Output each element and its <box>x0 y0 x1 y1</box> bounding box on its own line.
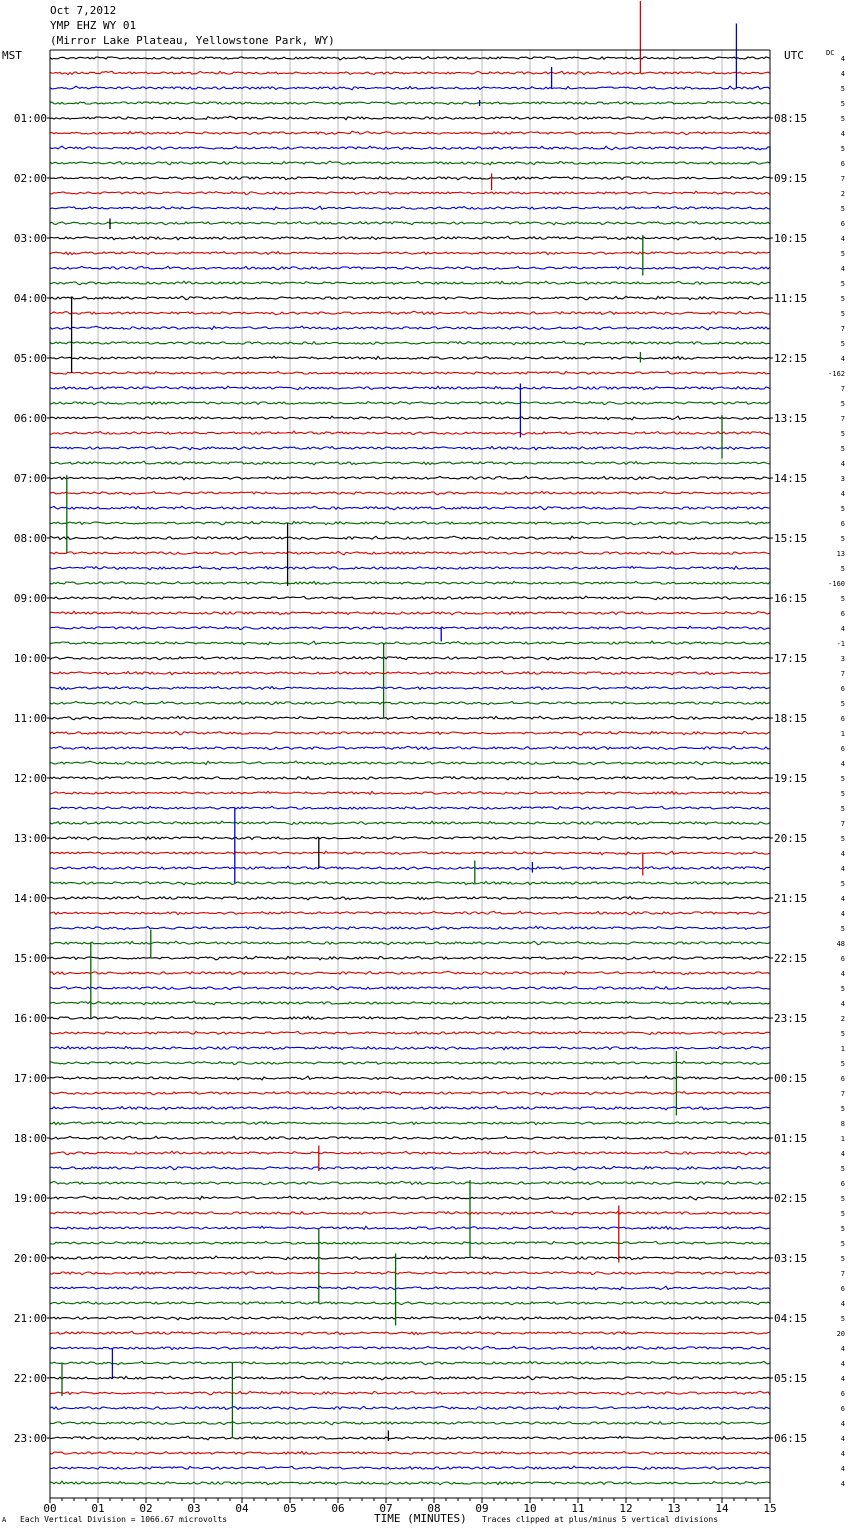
seismic-traces <box>50 57 770 1485</box>
dc-offset-label: 7 <box>840 1270 845 1278</box>
trace-row-68 <box>50 1076 770 1080</box>
dc-offset-label: 7 <box>840 325 845 333</box>
trace-row-15 <box>50 281 770 285</box>
trace-row-84 <box>50 1316 770 1319</box>
dc-offset-label: 6 <box>840 1180 845 1188</box>
dc-offset-label: 5 <box>840 310 845 318</box>
dc-offset-label: 5 <box>840 535 845 543</box>
dc-offset-label: 4 <box>840 1450 845 1458</box>
left-hour-label: 21:00 <box>13 1312 47 1325</box>
seismic-events <box>62 1 770 1441</box>
dc-offset-label: 5 <box>840 805 845 813</box>
dc-offset-label: 4 <box>840 895 845 903</box>
x-tick-label: 15 <box>763 1502 777 1515</box>
dc-offset-label: 3 <box>840 475 845 483</box>
dc-offset-label: 5 <box>840 1210 845 1218</box>
left-hour-label: 07:00 <box>13 472 47 485</box>
trace-row-62 <box>50 986 770 989</box>
dc-offset-label: 4 <box>840 1375 845 1383</box>
trace-row-88 <box>50 1376 770 1380</box>
trace-row-76 <box>50 1196 770 1200</box>
trace-row-67 <box>50 1061 770 1064</box>
dc-offset-label: 7 <box>840 415 845 423</box>
dc-offset-label: 6 <box>840 745 845 753</box>
dc-offset-label: -160 <box>828 580 845 588</box>
trace-row-85 <box>50 1331 770 1335</box>
right-hour-label: 12:15 <box>774 352 808 365</box>
x-tick-label: 11 <box>571 1502 585 1515</box>
trace-row-36 <box>50 596 770 600</box>
trace-row-23 <box>50 402 770 405</box>
dc-offset-label: 6 <box>840 715 845 723</box>
x-axis-title: TIME (MINUTES) <box>374 1512 467 1525</box>
trace-row-1 <box>50 71 770 74</box>
dc-offset-label: 5 <box>840 115 845 123</box>
right-hour-label: 15:15 <box>774 532 808 545</box>
trace-row-42 <box>50 687 770 690</box>
trace-row-5 <box>50 131 770 134</box>
trace-row-55 <box>50 881 770 884</box>
trace-row-30 <box>50 506 770 510</box>
left-hour-label: 08:00 <box>13 532 47 545</box>
trace-row-64 <box>50 1016 770 1019</box>
dc-offset-label: 4 <box>840 850 845 858</box>
trace-row-59 <box>50 941 770 945</box>
dc-offset-label: 4 <box>840 490 845 498</box>
trace-row-80 <box>50 1256 770 1260</box>
right-hour-label: 17:15 <box>774 652 808 665</box>
dc-offset-header: DC <box>826 49 835 57</box>
left-hour-label: 09:00 <box>13 592 47 605</box>
dc-offset-label: 7 <box>840 385 845 393</box>
dc-offset-label: 13 <box>836 550 845 558</box>
dc-offset-label: 20 <box>836 1330 845 1338</box>
dc-offset-label: 6 <box>840 610 845 618</box>
dc-offset-label: 4 <box>840 265 845 273</box>
trace-row-31 <box>50 521 770 525</box>
trace-row-43 <box>50 701 770 705</box>
dc-offset-label: 5 <box>840 340 845 348</box>
right-hour-label: 06:15 <box>774 1432 808 1445</box>
left-hour-label: 12:00 <box>13 772 47 785</box>
dc-offset-label: 5 <box>840 1195 845 1203</box>
dc-offset-label: 48 <box>836 940 845 948</box>
dc-offset-label: 5 <box>840 1225 845 1233</box>
left-hour-label: 18:00 <box>13 1132 47 1145</box>
x-tick-label: 10 <box>523 1502 537 1515</box>
dc-offset-label: 5 <box>840 280 845 288</box>
x-tick-label: 08 <box>427 1502 441 1515</box>
right-hour-label: 18:15 <box>774 712 808 725</box>
minute-gridlines <box>98 50 722 1498</box>
left-hour-label: 20:00 <box>13 1252 47 1265</box>
left-hour-label: 01:00 <box>13 112 47 125</box>
trace-row-10 <box>50 206 770 210</box>
left-hour-label: 19:00 <box>13 1192 47 1205</box>
axis-labels <box>14 55 845 1515</box>
trace-row-7 <box>50 161 770 165</box>
trace-row-90 <box>50 1406 770 1410</box>
x-tick-label: 06 <box>331 1502 345 1515</box>
dc-offset-label: -162 <box>828 370 845 378</box>
left-hour-label: 04:00 <box>13 292 47 305</box>
left-hour-label: 15:00 <box>13 952 47 965</box>
trace-row-69 <box>50 1092 770 1095</box>
dc-offset-label: 8 <box>840 1120 845 1128</box>
trace-row-8 <box>50 177 770 180</box>
trace-row-52 <box>50 837 770 840</box>
trace-row-94 <box>50 1466 770 1470</box>
dc-offset-label: 4 <box>840 235 845 243</box>
right-hour-label: 21:15 <box>774 892 808 905</box>
dc-offset-label: 4 <box>840 760 845 768</box>
dc-offset-label: 1 <box>840 730 845 738</box>
trace-row-33 <box>50 551 770 554</box>
dc-offset-label: 5 <box>840 925 845 933</box>
right-hour-label: 03:15 <box>774 1252 808 1265</box>
trace-row-58 <box>50 926 770 930</box>
trace-row-50 <box>50 806 770 809</box>
chart-date: Oct 7,2012 <box>50 4 117 17</box>
dc-offset-label: 5 <box>840 1105 845 1113</box>
dc-offset-label: 5 <box>840 250 845 258</box>
right-hour-label: 20:15 <box>774 832 808 845</box>
dc-offset-label: 3 <box>840 655 845 663</box>
dc-offset-label: 5 <box>840 700 845 708</box>
trace-row-49 <box>50 791 770 794</box>
trace-row-35 <box>50 581 770 584</box>
trace-row-45 <box>50 731 770 735</box>
trace-row-3 <box>50 102 770 105</box>
dc-offset-label: 6 <box>840 1285 845 1293</box>
trace-row-61 <box>50 971 770 975</box>
dc-offset-label: 5 <box>840 985 845 993</box>
dc-offset-label: 6 <box>840 220 845 228</box>
trace-row-74 <box>50 1166 770 1170</box>
trace-row-18 <box>50 326 770 330</box>
trace-row-73 <box>50 1151 770 1155</box>
dc-offset-label: 5 <box>840 790 845 798</box>
trace-row-89 <box>50 1391 770 1395</box>
right-hour-label: 11:15 <box>774 292 808 305</box>
trace-row-11 <box>50 222 770 225</box>
trace-row-92 <box>50 1436 770 1440</box>
dc-offset-label: 5 <box>840 1315 845 1323</box>
station-location: (Mirror Lake Plateau, Yellowstone Park, WY) <box>50 34 335 47</box>
station-id: YMP EHZ WY 01 <box>50 19 137 32</box>
dc-offset-label: 1 <box>840 1135 845 1143</box>
right-hour-label: 16:15 <box>774 592 808 605</box>
trace-row-72 <box>50 1136 770 1140</box>
trace-row-93 <box>50 1451 770 1454</box>
left-hour-label: 23:00 <box>13 1432 47 1445</box>
dc-offset-label: 4 <box>840 1420 845 1428</box>
dc-offset-label: 5 <box>840 880 845 888</box>
right-hour-label: 08:15 <box>774 112 808 125</box>
dc-offset-label: 6 <box>840 685 845 693</box>
x-tick-label: 05 <box>283 1502 297 1515</box>
trace-row-46 <box>50 746 770 750</box>
dc-offset-label: 6 <box>840 955 845 963</box>
dc-offset-label: 4 <box>840 1300 845 1308</box>
trace-row-78 <box>50 1226 770 1229</box>
corner-mark: A <box>2 1516 7 1524</box>
right-timezone-label: UTC <box>784 49 804 62</box>
trace-row-60 <box>50 956 770 960</box>
dc-offset-label: 4 <box>840 1000 845 1008</box>
dc-offset-label: 4 <box>840 910 845 918</box>
trace-row-17 <box>50 311 770 315</box>
trace-row-81 <box>50 1272 770 1275</box>
trace-row-87 <box>50 1361 770 1365</box>
trace-row-25 <box>50 431 770 435</box>
trace-row-4 <box>50 116 770 120</box>
left-hour-label: 17:00 <box>13 1072 47 1085</box>
left-hour-label: 02:00 <box>13 172 47 185</box>
trace-row-22 <box>50 386 770 390</box>
dc-offset-label: 4 <box>840 130 845 138</box>
dc-offset-label: 4 <box>840 1360 845 1368</box>
trace-row-34 <box>50 566 770 570</box>
right-hour-label: 23:15 <box>774 1012 808 1025</box>
trace-row-47 <box>50 761 770 765</box>
trace-row-12 <box>50 236 770 240</box>
dc-offset-label: 5 <box>840 1165 845 1173</box>
trace-row-51 <box>50 821 770 825</box>
right-hour-label: 14:15 <box>774 472 808 485</box>
trace-row-57 <box>50 911 770 915</box>
x-tick-label: 07 <box>379 1502 393 1515</box>
trace-row-65 <box>50 1031 770 1035</box>
x-tick-label: 00 <box>43 1502 57 1515</box>
x-tick-label: 14 <box>715 1502 729 1515</box>
dc-offset-label: 1 <box>840 1045 845 1053</box>
clip-note: Traces clipped at plus/minus 5 vertical divisions <box>482 1515 719 1524</box>
left-hour-label: 11:00 <box>13 712 47 725</box>
left-hour-label: 05:00 <box>13 352 47 365</box>
right-hour-label: 02:15 <box>774 1192 808 1205</box>
trace-row-54 <box>50 866 770 870</box>
dc-offset-label: 5 <box>840 145 845 153</box>
dc-offset-label: 5 <box>840 85 845 93</box>
dc-offset-label: 4 <box>840 1150 845 1158</box>
trace-row-48 <box>50 776 770 780</box>
left-hour-label: 22:00 <box>13 1372 47 1385</box>
dc-offset-label: 6 <box>840 160 845 168</box>
trace-row-37 <box>50 611 770 615</box>
dc-offset-label: 4 <box>840 1345 845 1353</box>
trace-row-70 <box>50 1106 770 1110</box>
dc-offset-label: 4 <box>840 355 845 363</box>
dc-offset-label: 4 <box>840 460 845 468</box>
dc-offset-label: 4 <box>840 70 845 78</box>
right-hour-label: 09:15 <box>774 172 808 185</box>
division-note: Each Vertical Division = 1066.67 microvolts <box>20 1515 228 1524</box>
left-hour-label: 14:00 <box>13 892 47 905</box>
dc-offset-label: 5 <box>840 445 845 453</box>
right-hour-label: 04:15 <box>774 1312 808 1325</box>
trace-row-28 <box>50 476 770 480</box>
dc-offset-label: 5 <box>840 295 845 303</box>
right-hour-label: 10:15 <box>774 232 808 245</box>
x-tick-label: 12 <box>619 1502 633 1515</box>
right-hour-label: 01:15 <box>774 1132 808 1145</box>
trace-row-82 <box>50 1286 770 1290</box>
trace-row-86 <box>50 1346 770 1350</box>
trace-row-9 <box>50 191 770 194</box>
dc-offset-label: 6 <box>840 520 845 528</box>
dc-offset-label: 5 <box>840 835 845 843</box>
dc-offset-label: 5 <box>840 205 845 213</box>
trace-row-14 <box>50 266 770 270</box>
trace-row-83 <box>50 1301 770 1305</box>
trace-row-79 <box>50 1241 770 1244</box>
trace-row-6 <box>50 146 770 150</box>
dc-offset-label: -1 <box>836 640 845 648</box>
trace-row-77 <box>50 1211 770 1215</box>
dc-offset-label: 5 <box>840 400 845 408</box>
right-hour-label: 05:15 <box>774 1372 808 1385</box>
dc-offset-label: 5 <box>840 430 845 438</box>
dc-offset-label: 4 <box>840 55 845 63</box>
dc-offset-label: 5 <box>840 100 845 108</box>
dc-offset-label: 7 <box>840 670 845 678</box>
dc-offset-label: 4 <box>840 1480 845 1488</box>
trace-row-41 <box>50 671 770 675</box>
trace-row-40 <box>50 657 770 660</box>
trace-row-19 <box>50 341 770 345</box>
dc-offset-label: 5 <box>840 1060 845 1068</box>
left-timezone-label: MST <box>2 49 22 62</box>
dc-offset-label: 4 <box>840 625 845 633</box>
dc-offset-label: 5 <box>840 1030 845 1038</box>
left-hour-label: 16:00 <box>13 1012 47 1025</box>
trace-row-21 <box>50 371 770 374</box>
left-hour-label: 03:00 <box>13 232 47 245</box>
trace-row-0 <box>50 57 770 60</box>
trace-row-29 <box>50 491 770 495</box>
right-hour-label: 13:15 <box>774 412 808 425</box>
dc-offset-label: 6 <box>840 1075 845 1083</box>
dc-offset-label: 6 <box>840 1390 845 1398</box>
trace-row-27 <box>50 461 770 465</box>
left-hour-label: 13:00 <box>13 832 47 845</box>
trace-row-91 <box>50 1421 770 1424</box>
trace-row-56 <box>50 896 770 900</box>
trace-row-63 <box>50 1001 770 1005</box>
trace-row-26 <box>50 446 770 449</box>
dc-offset-label: 4 <box>840 1435 845 1443</box>
trace-row-71 <box>50 1122 770 1125</box>
trace-row-24 <box>50 416 770 420</box>
trace-row-20 <box>50 356 770 359</box>
trace-row-32 <box>50 536 770 540</box>
dc-offset-label: 5 <box>840 595 845 603</box>
x-tick-label: 13 <box>667 1502 681 1515</box>
x-tick-label: 02 <box>139 1502 153 1515</box>
trace-row-38 <box>50 626 770 629</box>
right-hour-label: 19:15 <box>774 772 808 785</box>
dc-offset-label: 5 <box>840 1240 845 1248</box>
left-hour-label: 10:00 <box>13 652 47 665</box>
left-hour-label: 06:00 <box>13 412 47 425</box>
trace-row-2 <box>50 86 770 90</box>
dc-offset-label: 2 <box>840 1015 845 1023</box>
dc-offset-label: 4 <box>840 865 845 873</box>
right-hour-label: 00:15 <box>774 1072 808 1085</box>
dc-offset-label: 5 <box>840 775 845 783</box>
trace-row-66 <box>50 1046 770 1050</box>
trace-row-16 <box>50 296 770 300</box>
trace-row-53 <box>50 851 770 855</box>
trace-row-13 <box>50 252 770 255</box>
trace-row-75 <box>50 1181 770 1185</box>
dc-offset-label: 5 <box>840 505 845 513</box>
trace-row-95 <box>50 1481 770 1485</box>
x-tick-label: 01 <box>91 1502 105 1515</box>
trace-row-39 <box>50 641 770 645</box>
dc-offset-label: 7 <box>840 175 845 183</box>
dc-offset-label: 5 <box>840 565 845 573</box>
x-tick-label: 04 <box>235 1502 249 1515</box>
trace-row-44 <box>50 716 770 720</box>
dc-offset-label: 4 <box>840 1465 845 1473</box>
dc-offset-label: 5 <box>840 1255 845 1263</box>
x-tick-label: 03 <box>187 1502 201 1515</box>
dc-offset-label: 7 <box>840 1090 845 1098</box>
dc-offset-label: 2 <box>840 190 845 198</box>
x-tick-label: 09 <box>475 1502 489 1515</box>
right-hour-label: 22:15 <box>774 952 808 965</box>
dc-offset-label: 4 <box>840 970 845 978</box>
dc-offset-label: 7 <box>840 820 845 828</box>
dc-offset-label: 6 <box>840 1405 845 1413</box>
